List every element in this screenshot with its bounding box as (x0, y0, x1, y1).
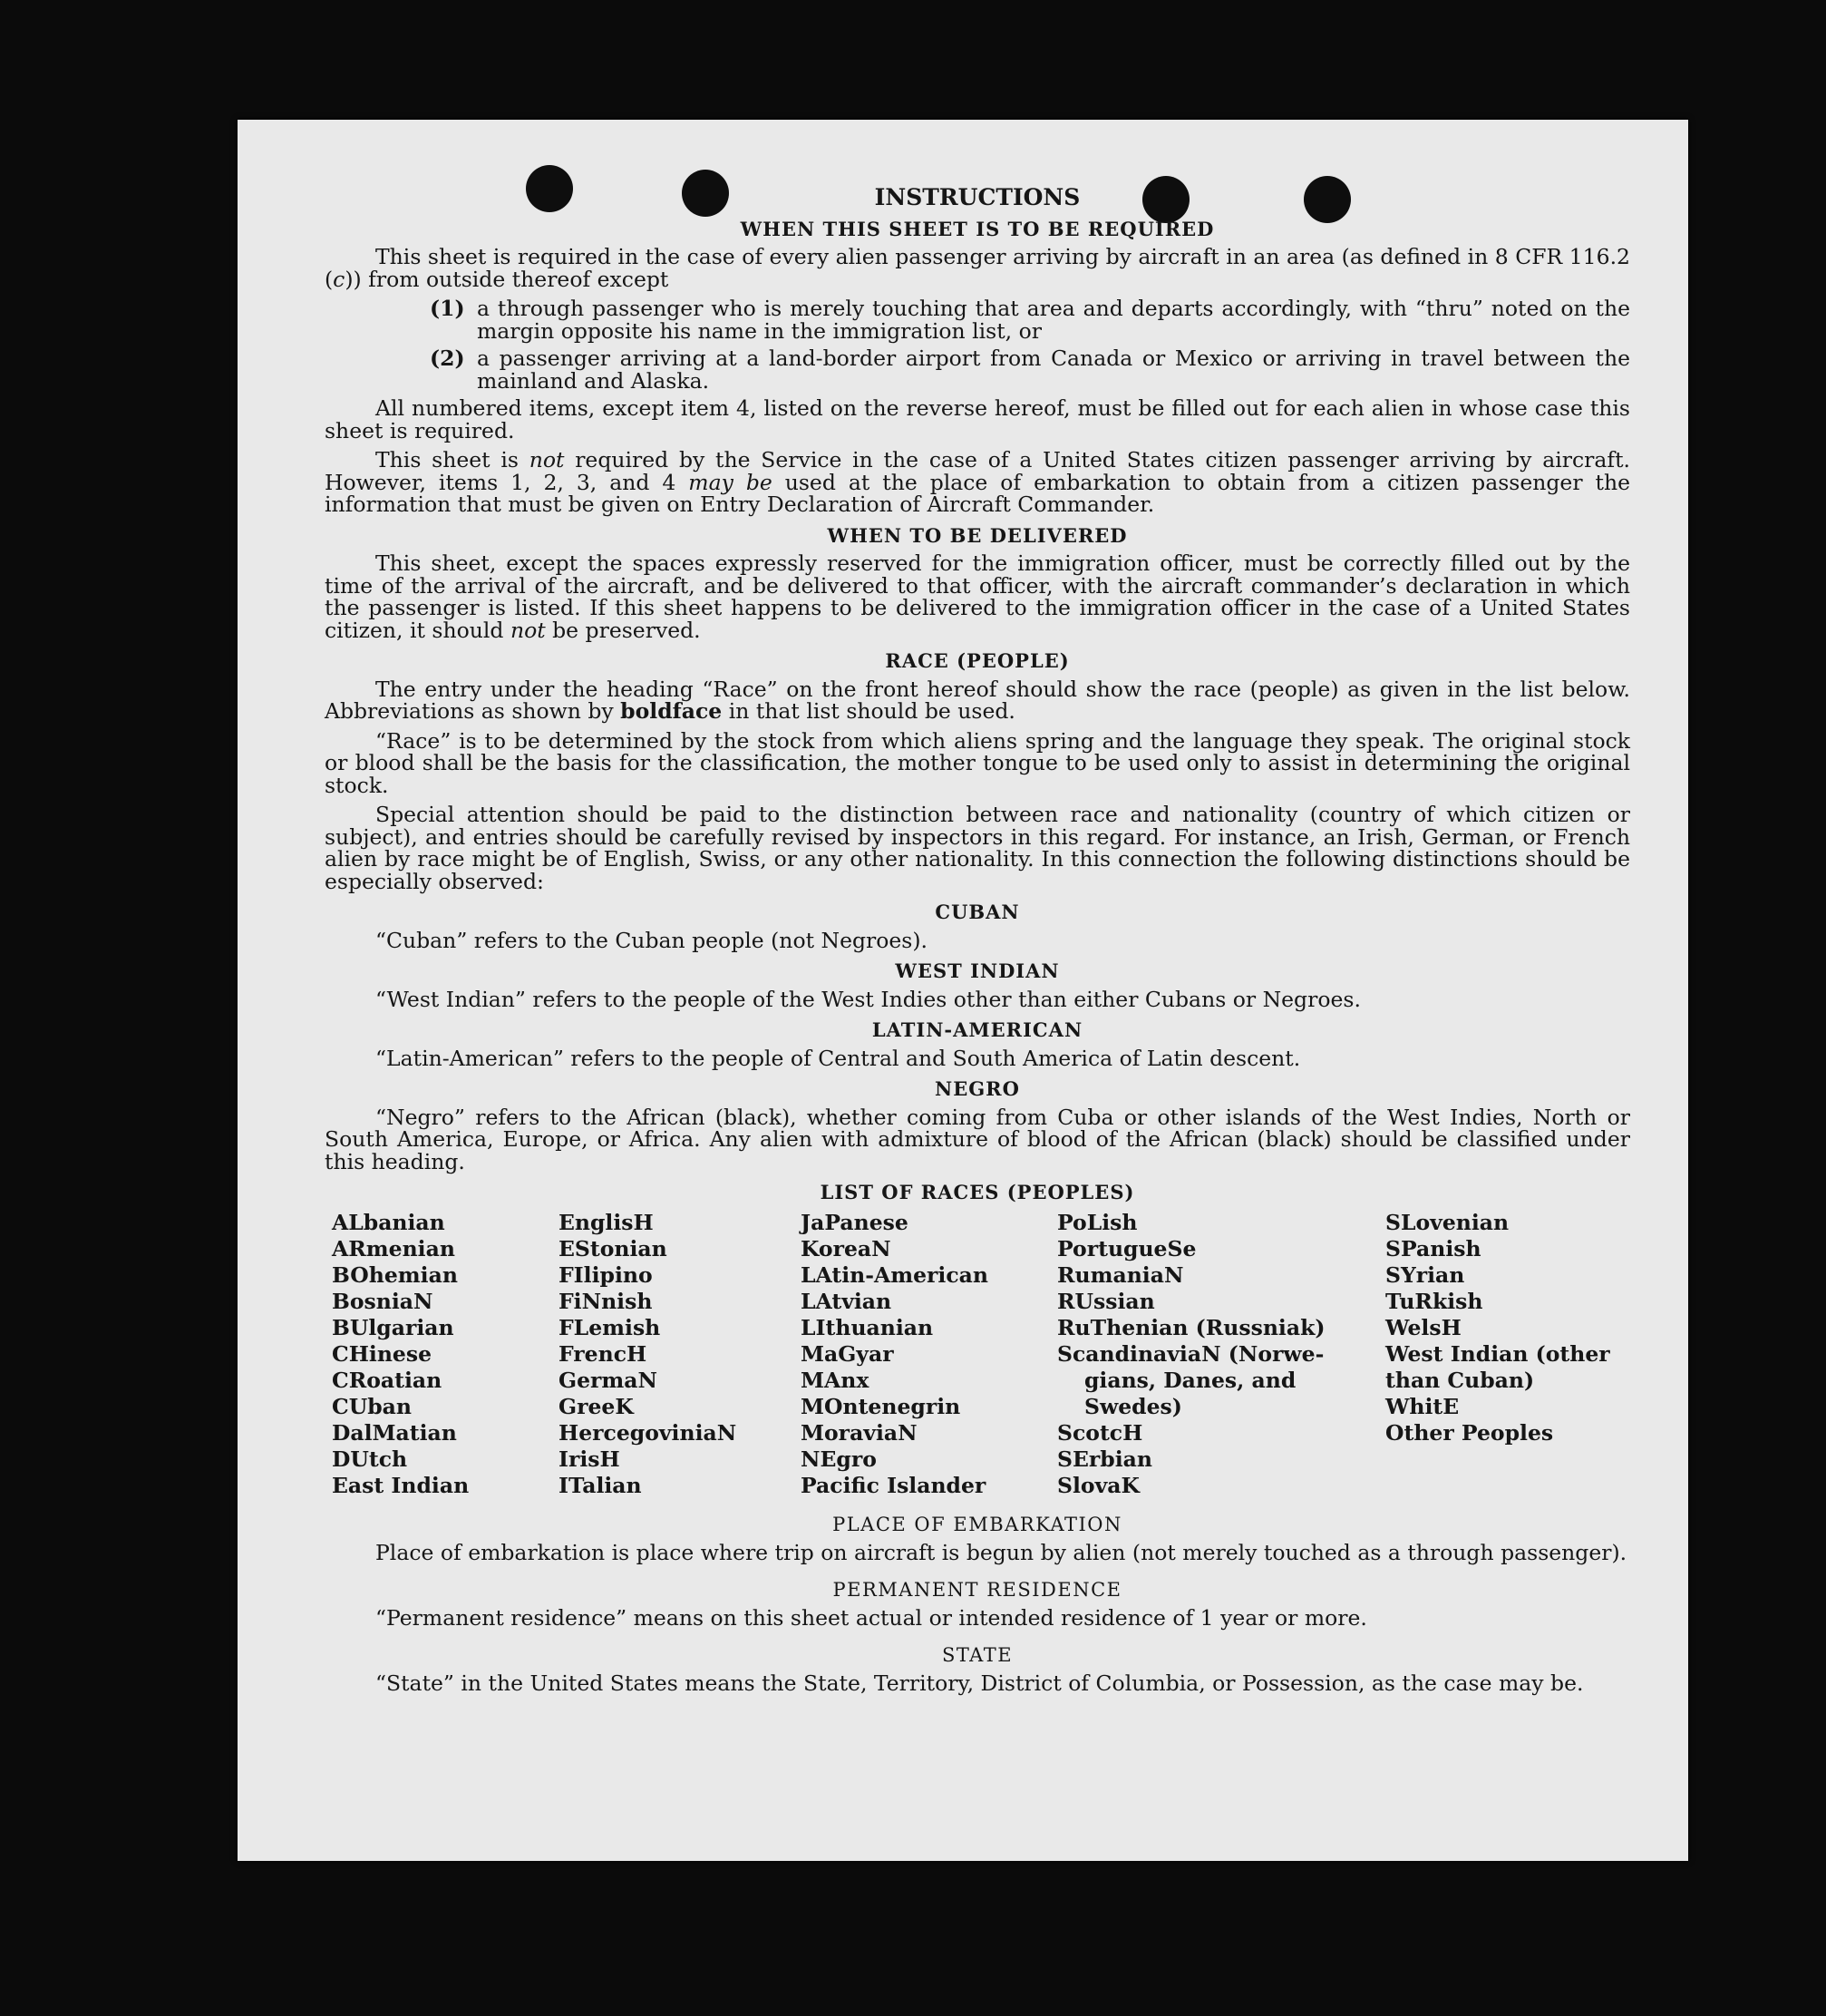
when-delivered-text: This sheet, except the spaces expressly reserved for the immigration officer, must be correctly filled out by the time of the arrival of the aircraft, and be delivered to that officer, with the aircraft commander’s declaration in which the passenger is listed. If this sheet happens to be delivered to the immigration officer in the case of a United States citizen, it should not be preserved. (325, 550, 1630, 643)
race-item: MAnx (801, 1367, 869, 1393)
race-item: SErbian (1057, 1446, 1152, 1472)
residence-heading: PERMANENT RESIDENCE (832, 1578, 1122, 1601)
citizen-paragraph: This sheet is not required by the Service in the case of a United States citizen passenger arriving by aircraft. However, items 1, 2, 3, and 4 may be used at the place of embarkation to obtain from a citizen passenger the information that must be given on Entry Declaration of Aircraft Commander. (325, 447, 1630, 517)
races-column-2 (558, 1210, 801, 1499)
race-item: ARmenian (332, 1235, 455, 1261)
race-item: Other Peoples (1385, 1419, 1554, 1446)
when-required-heading: WHEN THIS SHEET IS TO BE REQUIRED (740, 217, 1215, 240)
race-item: KoreaN (801, 1235, 891, 1261)
race-item: WhitE (1385, 1393, 1460, 1419)
race-item: RumaniaN (1057, 1261, 1184, 1288)
races-list-heading: LIST OF RACES (PEOPLES) (820, 1181, 1135, 1203)
race-item-continuation: gians, Danes, and (1084, 1367, 1297, 1393)
race-item: TuRkish (1385, 1288, 1483, 1314)
race-item: DalMatian (332, 1419, 457, 1446)
embarkation-heading: PLACE OF EMBARKATION (832, 1513, 1122, 1535)
residence-text: “Permanent residence” means on this sheet actual or intended residence of 1 year or more. (375, 1605, 1367, 1631)
races-column-1 (332, 1210, 558, 1499)
race-item: DUtch (332, 1446, 408, 1472)
race-item: SYrian (1385, 1261, 1465, 1288)
race-item-continuation: Swedes) (1084, 1393, 1182, 1419)
race-item: WelsH (1385, 1314, 1462, 1340)
race-item: LAtin-American (801, 1261, 988, 1288)
state-text: “State” in the United States means the State, Territory, District of Columbia, or Possession, as the case may be. (375, 1670, 1584, 1696)
negro-text: “Negro” refers to the African (black), whether coming from Cuba or other islands of the West Indies, North or South America, Europe, or Africa. Any alien with admixture of blood of the African (black) should be classified under this heading. (325, 1104, 1630, 1174)
race-item: LAtvian (801, 1288, 892, 1314)
race-item: PortugueSe (1057, 1235, 1197, 1261)
west-indian-heading: WEST INDIAN (895, 959, 1060, 982)
race-item: FrencH (558, 1340, 647, 1367)
items-paragraph: All numbered items, except item 4, listed on the reverse hereof, must be filled out for each alien in whose case this sheet is required. (325, 395, 1630, 443)
races-column-4 (1057, 1210, 1385, 1499)
race-item: RuThenian (Russniak) (1057, 1314, 1326, 1340)
race-heading: RACE (PEOPLE) (885, 649, 1070, 672)
race-item: RUssian (1057, 1288, 1155, 1314)
race-item: SLovenian (1385, 1209, 1510, 1235)
race-item: MOntenegrin (801, 1393, 961, 1419)
race-item: West Indian (other (1385, 1340, 1610, 1367)
race-item: PoLish (1057, 1209, 1138, 1235)
race-item: CUban (332, 1393, 412, 1419)
cuban-text: “Cuban” refers to the Cuban people (not Negroes). (375, 927, 928, 953)
race-item: SlovaK (1057, 1472, 1140, 1498)
state-heading: STATE (941, 1643, 1014, 1666)
race-item: HercegoviniaN (558, 1419, 737, 1446)
west-indian-text: “West Indian” refers to the people of the West Indies other than either Cubans or Negroes. (375, 986, 1361, 1012)
race-paragraph-2: “Race” is to be determined by the stock from which aliens spring and the language they speak. The original stock or blood shall be the basis for the classification, the mother tongue to be used only to assist in determining the original stock. (325, 727, 1630, 798)
race-item: FIlipino (558, 1261, 653, 1288)
race-item: NEgro (801, 1446, 877, 1472)
race-item: FLemish (558, 1314, 661, 1340)
latin-american-text: “Latin-American” refers to the people of Central and South America of Latin descent. (375, 1045, 1301, 1071)
race-item-continuation: than Cuban) (1385, 1367, 1535, 1393)
race-item: IrisH (558, 1446, 620, 1472)
when-required-intro: This sheet is required in the case of every alien passenger arriving by aircraft in an area (as defined in 8 CFR 116.2 (c)) from outside thereof except (325, 244, 1630, 292)
race-item: East Indian (332, 1472, 470, 1498)
race-item: BUlgarian (332, 1314, 454, 1340)
instruction-sheet (238, 120, 1688, 1861)
race-item: MaGyar (801, 1340, 894, 1367)
race-item: BosniaN (332, 1288, 433, 1314)
race-paragraph-1: The entry under the heading “Race” on the front hereof should show the race (people) as given in the list below. Abbreviations as shown by boldface in that list should be used. (325, 676, 1630, 724)
races-list (332, 1210, 1630, 1499)
race-item: EStonian (558, 1235, 667, 1261)
race-item: GermaN (558, 1367, 657, 1393)
race-item: BOhemian (332, 1261, 458, 1288)
race-item: JaPanese (801, 1209, 908, 1235)
race-item: ScandinaviaN (Norwe- (1057, 1340, 1325, 1367)
race-item: ScotcH (1057, 1419, 1143, 1446)
race-item: ITalian (558, 1472, 642, 1498)
exception-1: (1) a through passenger who is merely touching that area and departs accordingly, with “thru” noted on the margin opposite his name in the immigration list, or (430, 296, 1630, 344)
race-item: Pacific Islander (801, 1472, 986, 1498)
when-delivered-heading: WHEN TO BE DELIVERED (827, 523, 1128, 547)
race-paragraph-3: Special attention should be paid to the distinction between race and nationality (country of which citizen or subject), and entries should be carefully revised by inspectors in this regard. For instance, an Irish, German, or French alien by race might be of English, Swiss, or any other nationality. In this connection the following distinctions should be especially observed: (325, 802, 1630, 894)
race-item: CRoatian (332, 1367, 442, 1393)
embarkation-text: Place of embarkation is place where trip on aircraft is begun by alien (not merely touched as a through passenger). (375, 1540, 1627, 1565)
race-item: GreeK (558, 1393, 634, 1419)
instructions-text (325, 184, 1630, 1702)
negro-heading: NEGRO (935, 1077, 1020, 1100)
races-column-5 (1385, 1210, 1621, 1499)
instructions-title: INSTRUCTIONS (874, 184, 1081, 210)
race-item: SPanish (1385, 1235, 1481, 1261)
race-item: LIthuanian (801, 1314, 934, 1340)
race-item: EnglisH (558, 1209, 654, 1235)
race-item: CHinese (332, 1340, 432, 1367)
races-column-3 (801, 1210, 1057, 1499)
race-item: MoraviaN (801, 1419, 918, 1446)
race-item: ALbanian (332, 1209, 445, 1235)
exception-2: (2) a passenger arriving at a land-border airport from Canada or Mexico or arriving in travel between the mainland and Alaska. (430, 346, 1630, 394)
latin-american-heading: LATIN-AMERICAN (871, 1018, 1083, 1041)
race-item: FiNnish (558, 1288, 653, 1314)
cuban-heading: CUBAN (935, 901, 1020, 923)
